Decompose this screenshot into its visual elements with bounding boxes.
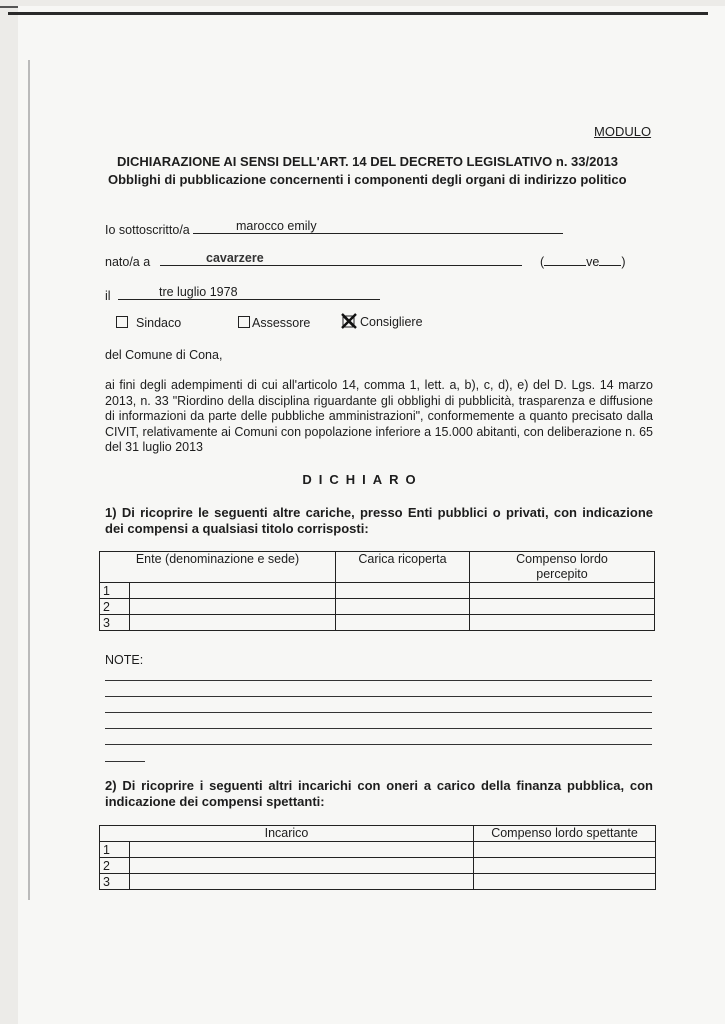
dichiaro-heading: DICHIARO: [302, 472, 423, 487]
sindaco-checkbox[interactable]: [116, 316, 128, 328]
ente-cell[interactable]: [130, 599, 336, 615]
nato-value[interactable]: cavarzere: [206, 251, 264, 265]
provincia-underline-a[interactable]: [544, 253, 586, 266]
row-number: 3: [100, 615, 130, 631]
carica-cell[interactable]: [336, 615, 470, 631]
header-compenso-spettante: Compenso lordo spettante: [474, 826, 656, 842]
header-incarico: Incarico: [100, 826, 474, 842]
row-number: 1: [100, 583, 130, 599]
note-label: NOTE:: [105, 653, 144, 667]
il-value[interactable]: tre luglio 1978: [159, 285, 238, 299]
consigliere-checkbox-checked-icon[interactable]: [340, 313, 358, 329]
sottoscritto-value[interactable]: marocco emily: [236, 219, 317, 233]
table-row: [100, 874, 656, 890]
compenso-cell[interactable]: [470, 599, 655, 615]
ente-cell[interactable]: [130, 583, 336, 599]
document-title: DICHIARAZIONE AI SENSI DELL'ART. 14 DEL DECRETO LEGISLATIVO n. 33/2013: [117, 154, 619, 169]
il-underline[interactable]: [118, 287, 380, 300]
top-border-line: [8, 12, 708, 15]
note-line[interactable]: [105, 696, 652, 697]
table-row: [100, 615, 655, 631]
nato-row: [105, 253, 522, 269]
table-row: [100, 858, 656, 874]
header-carica: Carica ricoperta: [336, 552, 470, 583]
consigliere-label: Consigliere: [360, 315, 423, 329]
cariche-table: [99, 551, 655, 631]
cariche-header-row: [100, 552, 655, 583]
legal-paragraph: ai fini degli adempimenti di cui all'articolo 14, comma 1, lett. a, b), c, d), e) del D. Lgs. 14 marzo 2013, n. 33 "Riordino della disciplina riguardante gli obblighi di pubblicità, trasparenza e diffusione di informazioni da parte delle pubbliche amministrazioni", conformemente a quanto precisato dalla CIVIT, relativamente ai Comuni con popolazione inferiore a 15.000 abitanti, con deliberazione n. 65 del 31 luglio 2013: [105, 378, 653, 455]
nato-label: nato/a a: [105, 255, 151, 269]
incarichi-header-row: [100, 826, 656, 842]
note-line[interactable]: [105, 680, 652, 681]
document-subtitle: Obblighi di pubblicazione concernenti i componenti degli organi di indirizzo politico: [108, 172, 627, 187]
data-nascita-row: [105, 287, 380, 303]
incarichi-table: [99, 825, 656, 890]
section2-text: 2) Di ricoprire i seguenti altri incarichi con oneri a carico della finanza pubblica, con indicazione dei compensi spettanti:: [105, 778, 653, 809]
row-number: 2: [100, 599, 130, 615]
table-row: [100, 842, 656, 858]
ente-cell[interactable]: [130, 615, 336, 631]
row-number: 1: [100, 842, 130, 858]
incarico-cell[interactable]: [130, 874, 474, 890]
compenso-cell[interactable]: [470, 583, 655, 599]
role-consigliere[interactable]: [340, 313, 423, 329]
il-label: il: [105, 289, 111, 303]
assessore-label: Assessore: [252, 316, 311, 330]
incarico-cell[interactable]: [130, 858, 474, 874]
provincia-open: (: [540, 255, 545, 269]
table-row: [100, 583, 655, 599]
carica-cell[interactable]: [336, 583, 470, 599]
note-line[interactable]: [105, 744, 652, 745]
header-compenso: Compenso lordo percepito: [470, 552, 655, 583]
compenso-cell[interactable]: [470, 615, 655, 631]
modulo-label: MODULO: [594, 124, 652, 139]
table-row: [100, 599, 655, 615]
assessore-checkbox[interactable]: [238, 316, 250, 328]
compenso-cell[interactable]: [474, 842, 656, 858]
header-ente: Ente (denominazione e sede): [100, 552, 336, 583]
note-line-short: [105, 761, 145, 762]
role-sindaco[interactable]: [116, 316, 181, 330]
incarico-cell[interactable]: [130, 842, 474, 858]
section1-text: 1) Di ricoprire le seguenti altre cariche, presso Enti pubblici o privati, con indicazione dei compensi a qualsiasi titolo corrisposti:: [105, 505, 653, 536]
carica-cell[interactable]: [336, 599, 470, 615]
sindaco-label: Sindaco: [136, 316, 182, 330]
role-assessore[interactable]: [238, 316, 310, 330]
row-number: 3: [100, 874, 130, 890]
provincia-field: [540, 253, 626, 269]
sottoscritto-label: Io sottoscritto/a: [105, 223, 190, 237]
sottoscritto-row: [105, 221, 563, 237]
comune-line: del Comune di Cona,: [105, 348, 223, 362]
note-line[interactable]: [105, 728, 652, 729]
compenso-cell[interactable]: [474, 858, 656, 874]
provincia-value[interactable]: ve: [586, 255, 600, 269]
provincia-close: ): [621, 255, 626, 269]
row-number: 2: [100, 858, 130, 874]
note-line[interactable]: [105, 712, 652, 713]
provincia-underline-b[interactable]: [599, 253, 621, 266]
compenso-cell[interactable]: [474, 874, 656, 890]
